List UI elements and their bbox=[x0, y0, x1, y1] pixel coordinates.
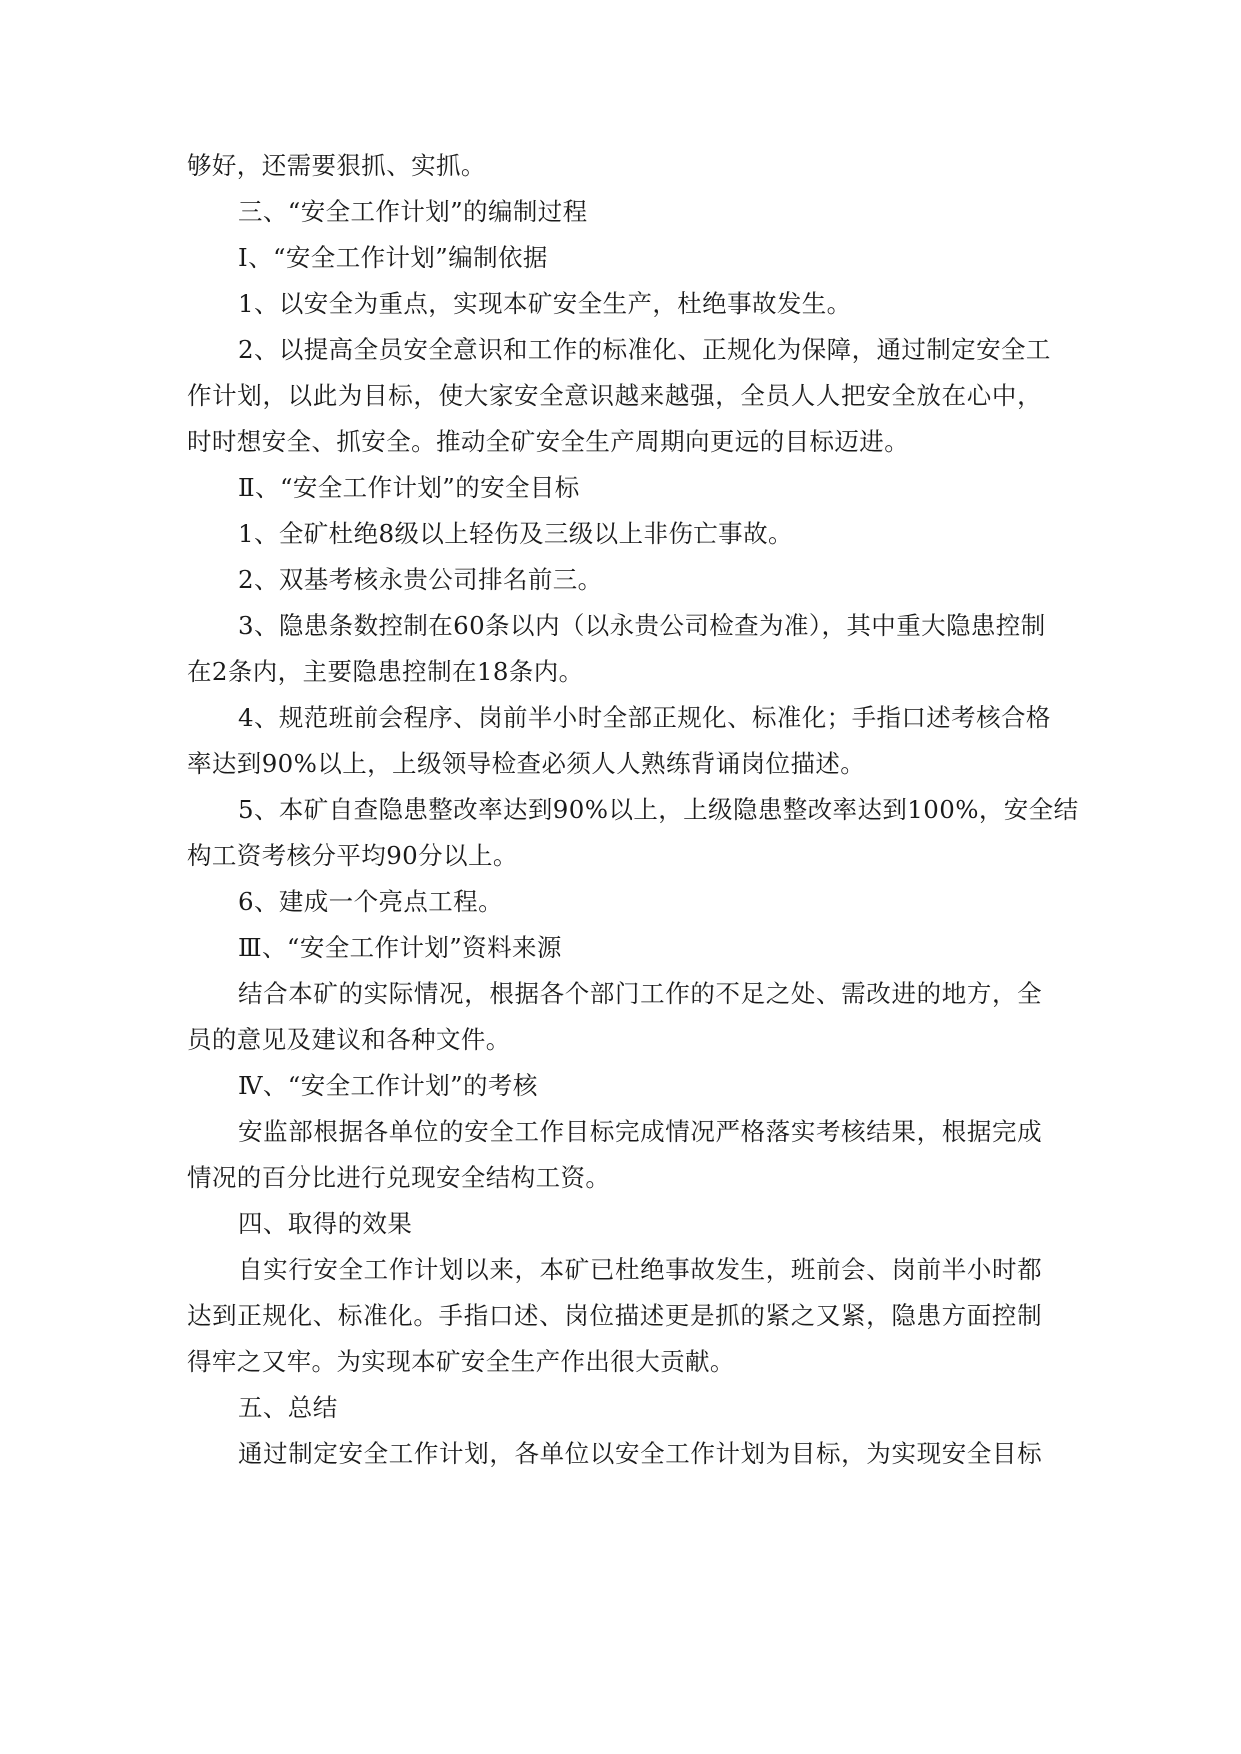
section-heading: 三、“安全工作计划”的编制过程 bbox=[238, 197, 588, 226]
paragraph-line: 够好，还需要狠抓、实抓。 bbox=[187, 151, 486, 180]
paragraph-line: 安监部根据各单位的安全工作目标完成情况严格落实考核结果，根据完成 bbox=[238, 1117, 1042, 1146]
subsection-heading: Ⅱ、“安全工作计划”的安全目标 bbox=[238, 473, 580, 502]
paragraph-line: 得牢之又牢。为实现本矿安全生产作出很大贡献。 bbox=[187, 1347, 735, 1376]
paragraph-line: 时时想安全、抓安全。推动全矿安全生产周期向更远的目标迈进。 bbox=[187, 427, 910, 456]
paragraph-line: 自实行安全工作计划以来，本矿已杜绝事故发生，班前会、岗前半小时都 bbox=[238, 1255, 1042, 1284]
paragraph-line: 员的意见及建议和各种文件。 bbox=[187, 1025, 511, 1054]
list-item: 6、建成一个亮点工程。 bbox=[238, 887, 503, 916]
section-heading: 四、取得的效果 bbox=[238, 1209, 413, 1238]
paragraph-line: 率达到90%以上，上级领导检查必须人人熟练背诵岗位描述。 bbox=[187, 749, 866, 778]
list-item: 5、本矿自查隐患整改率达到90%以上，上级隐患整改率达到100%，安全结 bbox=[238, 795, 1079, 824]
list-item: 2、以提高全员安全意识和工作的标准化、正规化为保障，通过制定安全工 bbox=[238, 335, 1051, 364]
subsection-heading: Ⅰ、“安全工作计划”编制依据 bbox=[238, 243, 548, 272]
list-item: 4、规范班前会程序、岗前半小时全部正规化、标准化；手指口述考核合格 bbox=[238, 703, 1051, 732]
list-item: 2、双基考核永贵公司排名前三。 bbox=[238, 565, 603, 594]
paragraph-line: 作计划，以此为目标，使大家安全意识越来越强，全员人人把安全放在心中， bbox=[187, 381, 1042, 410]
section-heading: 五、总结 bbox=[238, 1393, 338, 1422]
paragraph-line: 在2条内，主要隐患控制在18条内。 bbox=[187, 657, 584, 686]
list-item: 3、隐患条数控制在60条以内（以永贵公司检查为准），其中重大隐患控制 bbox=[238, 611, 1046, 640]
subsection-heading: Ⅳ、“安全工作计划”的考核 bbox=[238, 1071, 538, 1100]
paragraph-line: 情况的百分比进行兑现安全结构工资。 bbox=[187, 1163, 611, 1192]
list-item: 1、以安全为重点，实现本矿安全生产，杜绝事故发生。 bbox=[238, 289, 852, 318]
paragraph-line: 结合本矿的实际情况，根据各个部门工作的不足之处、需改进的地方，全 bbox=[238, 979, 1042, 1008]
paragraph-line: 通过制定安全工作计划，各单位以安全工作计划为目标，为实现安全目标 bbox=[238, 1439, 1042, 1468]
list-item: 1、全矿杜绝8级以上轻伤及三级以上非伤亡事故。 bbox=[238, 519, 793, 548]
paragraph-line: 构工资考核分平均90分以上。 bbox=[187, 841, 518, 870]
paragraph-line: 达到正规化、标准化。手指口述、岗位描述更是抓的紧之又紧，隐患方面控制 bbox=[187, 1301, 1042, 1330]
subsection-heading: Ⅲ、“安全工作计划”资料来源 bbox=[238, 933, 562, 962]
